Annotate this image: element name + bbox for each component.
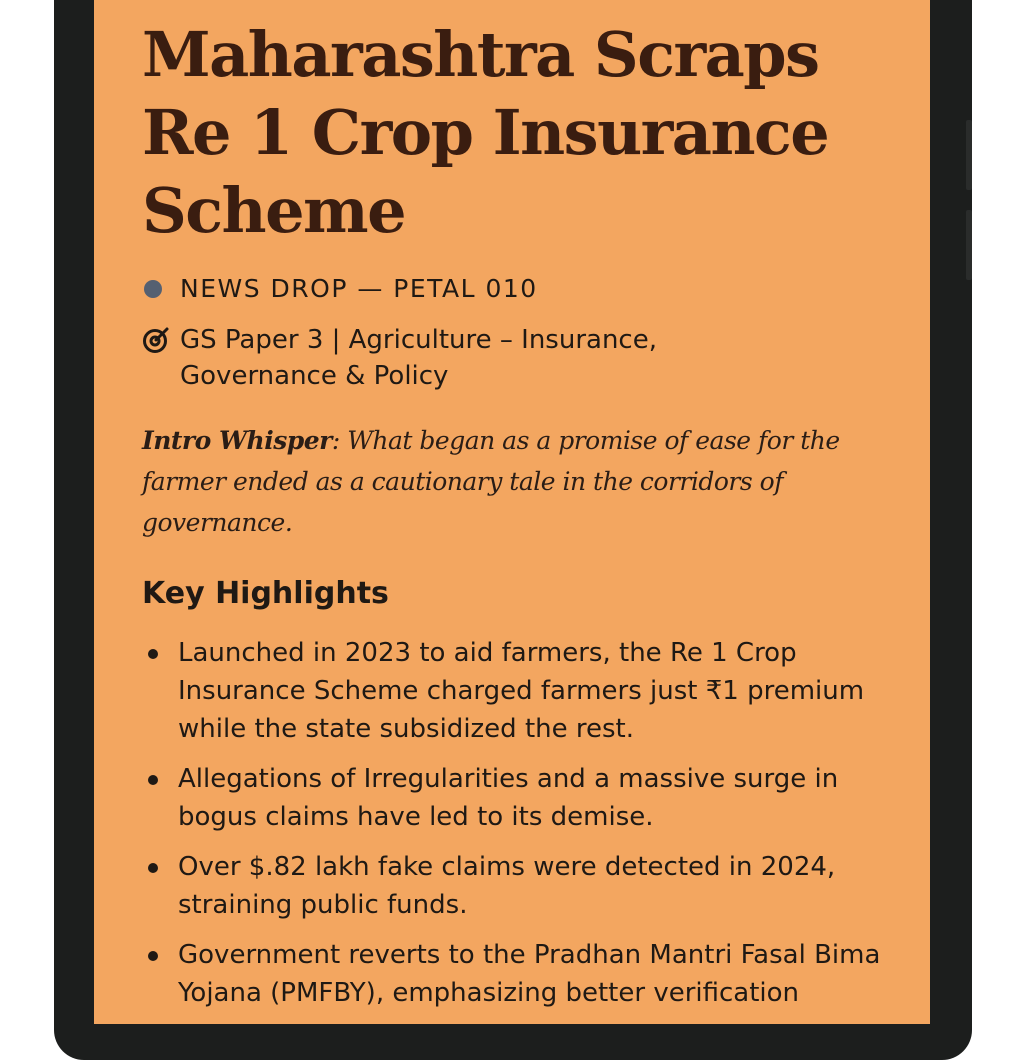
highlight-text: Over $.82 lakh fake claims were detected in 2024, straining public funds. — [178, 852, 836, 920]
key-highlights-list — [142, 634, 902, 1024]
bullet-dot-icon — [148, 649, 158, 659]
intro-text: : What began as a promise of ease for the farmer ended as a cautionary tale in the corridors of governance. — [142, 426, 840, 537]
gs-paper-tag — [142, 322, 740, 394]
news-drop-text: NEWS DROP — PETAL 010 — [180, 274, 538, 303]
bullet-dot-icon — [148, 863, 158, 873]
article-screen[interactable] — [94, 0, 930, 1024]
dot-icon — [144, 280, 162, 298]
volume-down-button — [966, 210, 972, 280]
news-drop-label — [144, 274, 538, 303]
highlight-text: Launched in 2023 to aid farmers, the Re 1 Crop Insurance Scheme charged farmers just ₹1 premium while the state subsidized the rest. — [178, 638, 865, 744]
volume-up-button — [966, 120, 972, 190]
target-icon — [142, 326, 170, 354]
highlight-item — [142, 848, 902, 924]
highlight-text: Allegations of Irregularities and a massive surge in bogus claims have led to its demise. — [178, 764, 839, 832]
intro-whisper — [142, 420, 862, 543]
highlight-item — [142, 936, 902, 1012]
highlight-item — [142, 760, 902, 836]
article-title: Maharashtra Scraps Re 1 Crop Insurance Scheme — [142, 18, 829, 247]
bullet-dot-icon — [148, 775, 158, 785]
highlight-item — [142, 634, 902, 748]
intro-label: Intro Whisper — [142, 426, 332, 455]
highlight-text: Government reverts to the Pradhan Mantri Fasal Bima Yojana (PMFBY), emphasizing better verification — [178, 940, 881, 1008]
key-highlights-heading: Key Highlights — [142, 576, 389, 611]
bullet-dot-icon — [148, 951, 158, 961]
gs-paper-text: GS Paper 3 | Agriculture – Insurance, Governance & Policy — [180, 325, 657, 391]
